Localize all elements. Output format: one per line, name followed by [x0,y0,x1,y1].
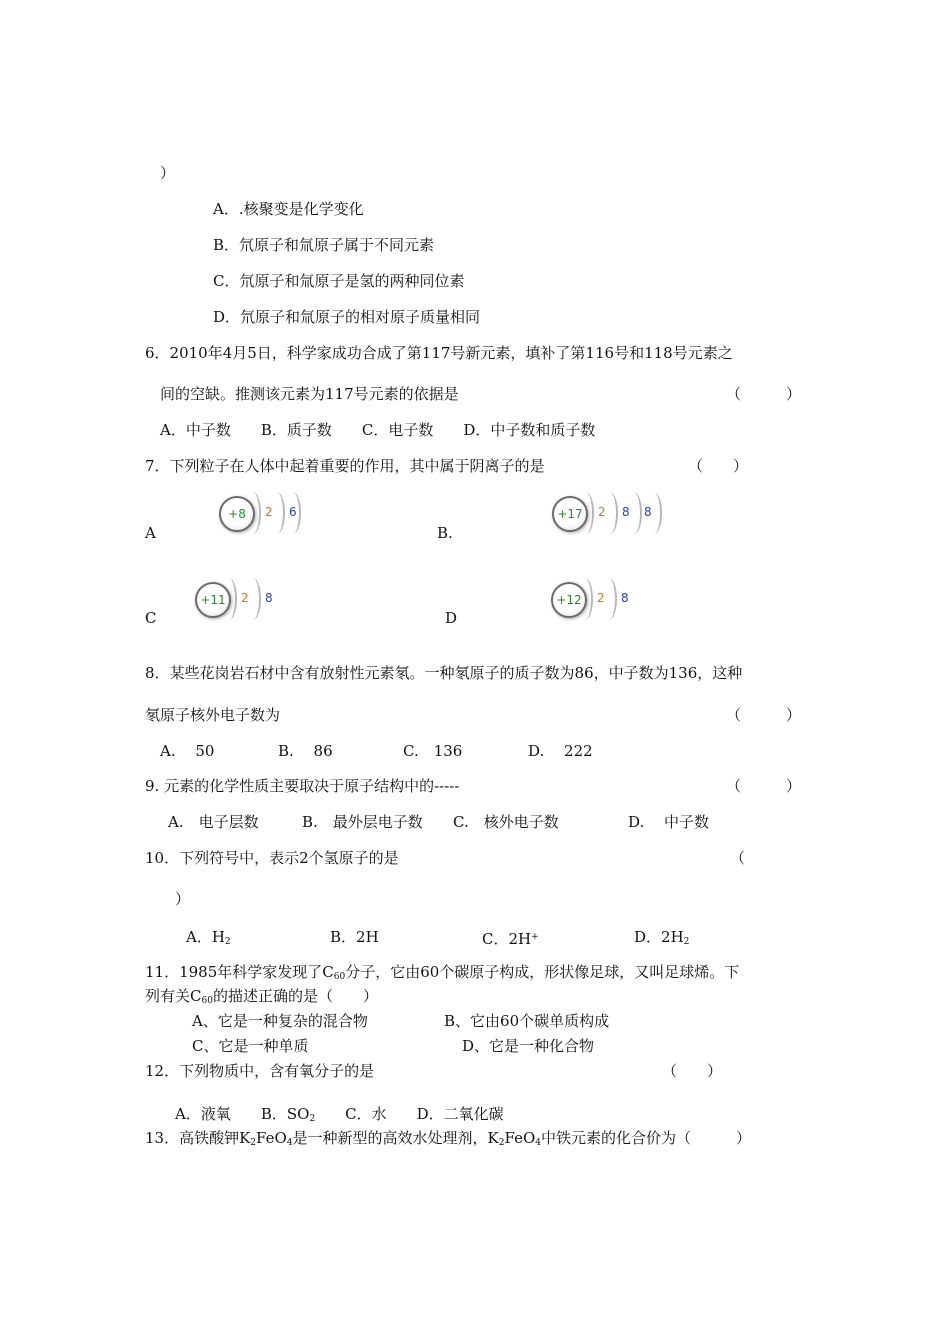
shell-arc [221,578,237,620]
q11-option-b: B、它由60个碳单质构成 [444,1012,610,1030]
q7-label-d: D [445,609,458,627]
electron-count: 8 [265,591,273,605]
q11-option-c: C、它是一种单质 [192,1037,309,1055]
q6-line1: 6．2010年4月5日，科学家成功合成了第117号新元素，填补了第116号和118号元素之 [145,344,733,362]
nucleus-c: +11 [195,582,231,618]
q7-text: 7．下列粒子在人体中起着重要的作用，其中属于阴离子的是 [145,457,545,475]
q10-option-c: C．2H+ [482,930,539,948]
shell-arc [601,578,617,620]
q7-label-c: C [145,609,157,627]
q5-option-d: D．氘原子和氚原子的相对原子质量相同 [213,308,481,326]
electron-count: 2 [598,505,606,519]
q10-open-paren: （ [730,849,746,867]
q9-answer-paren: （ ） [726,777,802,795]
q6-line2: 间的空缺。推测该元素为117号元素的依据是 [160,385,459,403]
shell-arc [646,492,662,534]
q5-close-paren: ） [160,164,176,182]
q7-label-b: B. [437,524,453,542]
nucleus-a: +8 [219,496,255,532]
q13-text: 13．高铁酸钾$K_2FeO_4$是一种新型的高效水处理剂，$K_2FeO_4$中铁元素的化合价为（ ） [145,1129,751,1148]
shell-arc [285,492,301,534]
q10-option-d: D．$2H_2$ [634,928,690,947]
q11-line2: 列有关$C_{60}$的描述正确的是（ ） [145,987,378,1006]
shell-arc [245,578,261,620]
q8-line2: 氡原子核外电子数为 [145,706,281,724]
q10-option-b: B．2H [330,928,379,946]
q11-option-a: A、它是一种复杂的混合物 [192,1012,368,1030]
q5-option-b: B．氘原子和氚原子属于不同元素 [213,236,435,254]
shell-arc [269,492,285,534]
q5-option-a: A．.核聚变是化学变化 [213,200,364,218]
shell-arc [578,492,594,534]
q8-option-a: A. 50 [160,742,215,760]
q8-option-b: B. 86 [278,742,333,760]
q5-option-c: C．氘原子和氚原子是氢的两种同位素 [213,272,465,290]
q9-text: 9. 元素的化学性质主要取决于原子结构中的----- [145,777,460,795]
q12-text: 12．下列物质中，含有氧分子的是 [145,1062,375,1080]
shell-arc [245,492,261,534]
q6-options: A．中子数 B．质子数 C．电子数 D．中子数和质子数 [160,421,596,439]
q11-option-d: D、它是一种化合物 [462,1037,595,1055]
q7-label-a: A [145,524,156,542]
q9-option-b: B. 最外层电子数 [302,813,423,831]
q8-answer-paren: （ ） [726,706,802,724]
electron-count: 2 [241,591,249,605]
q10-option-a: A．$H_2$ [186,928,231,947]
q10-text: 10．下列符号中，表示2个氢原子的是 [145,849,399,867]
q8-option-c: C. 136 [403,742,463,760]
q12-options: A．液氧 B．$SO_2$ C．水 D．二氧化碳 [175,1105,504,1124]
q9-option-d: D. 中子数 [628,813,710,831]
electron-count: 2 [265,505,273,519]
shell-arc [602,492,618,534]
shell-arc [577,578,593,620]
nucleus-d: +12 [551,582,587,618]
q9-option-a: A. 电子层数 [168,813,259,831]
shell-arc [626,492,642,534]
q12-answer-paren: （ ） [662,1062,723,1080]
electron-count: 8 [622,505,630,519]
q8-option-d: D. 222 [528,742,593,760]
electron-count: 2 [597,591,605,605]
q6-answer-paren: （ ） [726,385,802,403]
electron-count: 8 [644,505,652,519]
q10-close-paren: ） [175,890,191,908]
q7-answer-paren: （ ） [688,457,749,475]
nucleus-b: +17 [552,496,588,532]
electron-count: 6 [289,505,297,519]
electron-count: 8 [621,591,629,605]
q11-line1: 11．1985年科学家发现了$C_{60}$分子，它由60个碳原子构成，形状像足球，又叫足球烯。下 [145,963,740,982]
q8-line1: 8．某些花岗岩石材中含有放射性元素氡。一种氡原子的质子数为86，中子数为136，这种 [145,664,743,682]
q9-option-c: C. 核外电子数 [453,813,559,831]
